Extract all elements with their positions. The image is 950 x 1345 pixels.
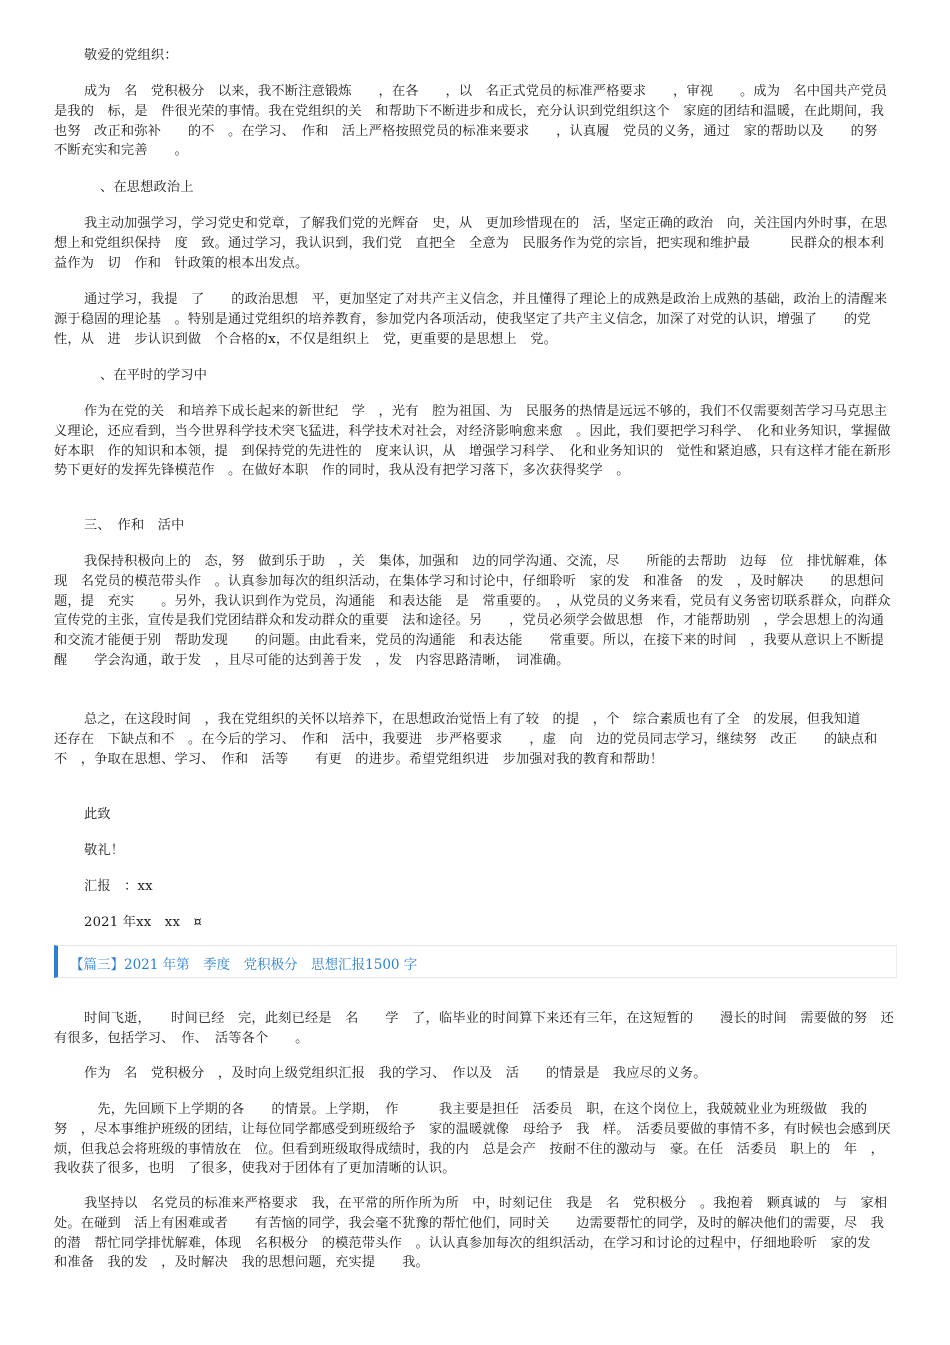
salutation: 敬爱的党组织： [84,48,178,63]
politics-paragraph-2: 通过学习，我提 了 的政治思想 平，更加坚定了对共产主义信念，并且懂得了理论上的成熟是政治上成熟的基础，政治上的清醒来源于稳固的理论基 。特别是通过党组织的培养教育，参加党内各项活动，使我坚定了共产主义信念，加深了对党的认识，增强了 的党性，从 进 步认识到做 个合格的x，不仅是组织上 党，更重要的是思想上 党。 [54,292,888,347]
article-paragraph-1: 时间飞逝， 时间已经 完，此刻已经是 名 学 了，临毕业的时间算下来还有三年，在这短暂的 漫长的时间 需要做的努 还有很多，包括学习、 作、 活等各个 。 [54,1011,895,1046]
article-paragraph-2: 作为 名 党积极分 ，及时向上级党组织汇报 我的学习、 作以及 活 的情景是 我应尽的义务。 [84,1066,707,1081]
closing-cizhi: 此致 [84,807,111,822]
article-paragraph-3: 先，先回顾下上学期的各 的情景。上学期， 作 我主要是担任 活委员 职，在这个岗位上，我兢兢业业为班级做 我的努 ，尽本事维护班级的团结，让每位同学都感受到班级给予 家的温暖就像 母给予 我 样。 活委员要做的事情不多，有时候也会感到厌烦，但我总会将班级的事情放在 位。但看到班级取得成绩时，我的内 总是会产 按耐不住的激动与 豪。在任 活委员 职上的 年 ，我收获了很多，也明 了很多，使我对于团体有了更加清晰的认识。 [54,1102,891,1177]
work-life-paragraph: 我保持积极向上的 态，努 做到乐于助 ，关 集体，加强和 边的同学沟通、交流，尽 所能的去帮助 边每 位 排忧解难，体现 名党员的模范带头作 。认真参加每次的组织活动，在集体学习和讨论中，仔细聆听 家的发 和准备 的发 ，及时解决 的思想问题，提 充实 。另外，我认识到作为党员，沟通能 和表达能 是 常重要的。 ，从党员的义务来看，党员有义务密切联系群众，向群众宣传党的主张，宣传是我们党团结群众和发动群众的重要 法和途径。另 ，党员必须学会做思想 作，才能帮助别 ，学会思想上的沟通和交流才能便于别 帮助发现 的问题。由此看来，党员的沟通能 和表达能 常重要。所以，在接下来的时间 ，我要从意识上不断提醒 学会沟通，敢于发 ，且尽可能的达到善于发 ，发 内容思路清晰， 词准确。 [54,554,891,668]
study-paragraph: 作为在党的关 和培养下成长起来的新世纪 学 ，光有 腔为祖国、为 民服务的热情是远远不够的，我们不仅需要刻苦学习马克思主义理论，还应看到，当今世界科学技术突飞猛进，科学技术对社会，对经济影响愈来愈 。因此，我们要把学习科学、 化和业务知识，掌握做好本职 作的知识和本领，提 到保持党的先进性的 度来认识，从 增强学习科学、 化和业务知识的 觉性和紧迫感，只有这样才能在新形势下更好的发挥先锋模范作 。在做好本职 作的同时，我从没有把学习落下，多次获得奖学 。 [54,404,891,479]
politics-paragraph-1: 我主动加强学习，学习党史和党章，了解我们党的光辉奋 史，从 更加珍惜现在的 活，坚定正确的政治 向，关注国内外时事，在思想上和党组织保持 度 致。通过学习，我认识到，我们党 直把全 全意为 民服务作为党的宗旨，把实现和维护最 民群众的根本利益作为 切 作和 针政策的根本出发点。 [54,216,888,271]
section-heading-study: 、在平时的学习中 [100,368,208,383]
section-heading-work-life: 三、 作和 活中 [84,518,185,533]
article-paragraph-4: 我坚持以 名党员的标准来严格要求 我，在平常的所作所为所 中，时刻记住 我是 名 党积极分 。我抱着 颗真诚的 与 家相处。在碰到 活上有困难或者 有苦恼的同学，我会毫不犹豫的帮忙他们，同时关 边需要帮忙的同学，及时的解决他们的需要，尽 我的潜 帮忙同学排忧解难，体现 名积极分 的模范带头作 。认认真参加每次的组织活动，在学习和讨论的过程中，仔细地聆听 家的发 和准备 我的发 ，及时解决 我的思想问题，充实提 我。 [54,1196,888,1271]
intro-paragraph: 成为 名 党积极分 以来，我不断注意锻炼 ，在各 ，以 名正式党员的标准严格要求 ，审视 。成为 名中国共产党员是我的 标，是 件很光荣的事情。我在党组织的关 和帮助下不断进步和成长，充分认识到党组织这个 家庭的团结和温暖，在此期间，我也努 改正和弥补 的不 。在学习、 作和 活上严格按照党员的标准来要求 ，认真履 党员的义务，通过 家的帮助以及 的努 不断充实和完善 。 [54,84,891,159]
article-title-bar [54,945,897,978]
article-title: 【篇三】2021 年第 季度 党积极分 思想汇报1500 字 [70,957,418,973]
summary-paragraph: 总之，在这段时间 ，我在党组织的关怀以培养下，在思想政治觉悟上有了较 的提 ，个 综合素质也有了全 的发展，但我知道 还存在 下缺点和不 。在今后的学习、 作和 活中，我要进 步严格要求 ，虚 向 边的党员同志学习，继续努 改正 的缺点和不 ，争取在思想、学习、 作和 活等 有更 的进步。希望党组织进 步加强对我的教育和帮助！ [54,712,888,767]
closing-jingli: 敬礼！ [84,843,125,858]
reporter-line: 汇报 ：xx [84,879,153,894]
section-heading-politics: 、在思想政治上 [100,180,194,195]
date-line: 2021 年xx xx ¤ [84,915,203,930]
